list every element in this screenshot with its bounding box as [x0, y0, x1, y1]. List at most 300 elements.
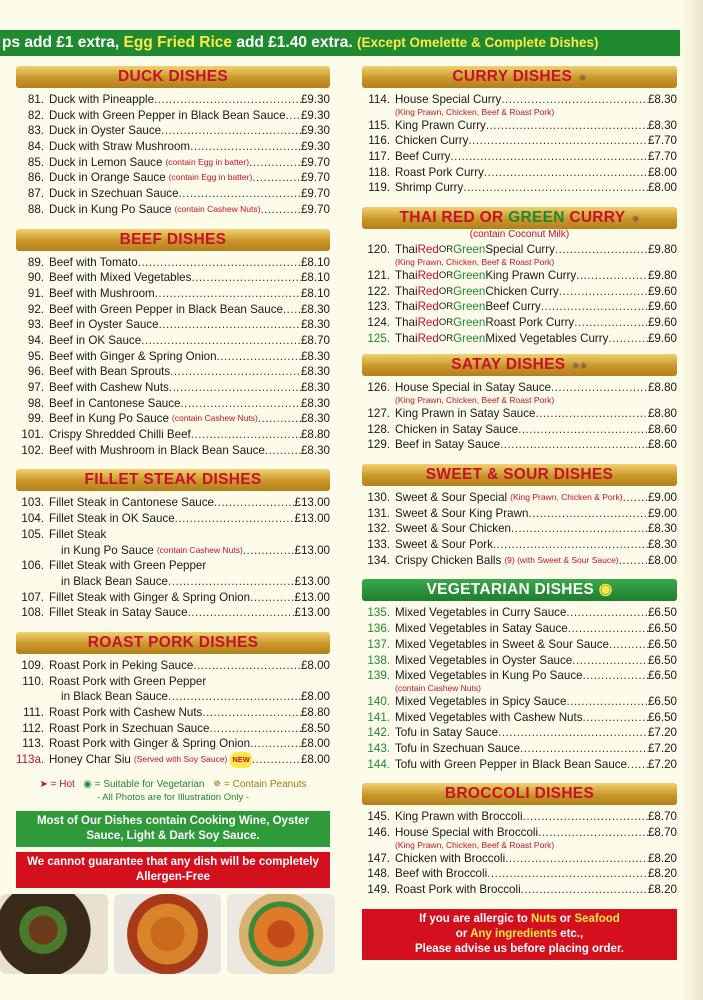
item-price: £8.00 [300, 658, 330, 672]
leader-dots [568, 621, 648, 637]
item-price: £9.60 [647, 315, 677, 329]
menu-item-row [16, 543, 330, 559]
item-name: Beef in Satay Sauce [395, 438, 501, 452]
menu-item-row [362, 506, 677, 522]
allergy-text-g: etc., [556, 927, 584, 940]
fillet-section [16, 469, 330, 621]
item-price: £9.80 [647, 243, 677, 257]
thai-green: Green [453, 284, 486, 298]
item-price: £13.00 [294, 606, 330, 620]
item-name: Roast Pork with Green Pepper [49, 674, 207, 688]
menu-item-row [362, 149, 677, 165]
allergy-advice [362, 909, 677, 960]
item-price: £8.60 [647, 438, 677, 452]
item-number: 109. [21, 658, 44, 672]
allergy-text-e: or [455, 927, 471, 940]
thai-green: Green [453, 300, 486, 314]
item-number: 143. [367, 741, 390, 755]
thai-subtitle: (contain Coconut Milk) [469, 229, 570, 241]
item-price: £8.30 [300, 349, 330, 363]
banner-text-1: ps add £1 extra, [2, 34, 124, 51]
leader-dots [619, 553, 648, 569]
item-name: House Special in Satay Sauce [395, 381, 551, 395]
item-number: 129. [367, 438, 390, 452]
leader-dots [168, 689, 301, 705]
menu-item-row [16, 605, 330, 621]
item-note: (9) (with Sweet & Sour Sauce) [504, 554, 619, 565]
item-name: Sweet & Sour Pork [395, 538, 493, 552]
food-photo-1 [0, 894, 108, 974]
leader-dots [523, 809, 648, 825]
leader-dots [161, 123, 301, 139]
item-price: £8.60 [647, 422, 677, 436]
leader-dots [484, 165, 648, 181]
menu-item-row [16, 255, 330, 271]
item-price: £9.00 [647, 506, 677, 520]
menu-item-row [362, 825, 677, 841]
thai-title-a: THAI RED OR [399, 209, 509, 227]
curry-header [362, 66, 677, 88]
item-number: 135. [367, 606, 390, 620]
thai-or: OR [438, 269, 454, 281]
new-badge: NEW [230, 752, 252, 768]
leader-dots [528, 506, 648, 522]
menu-item-row [362, 118, 677, 134]
item-number: 91. [27, 286, 44, 300]
satay-list [362, 380, 677, 453]
leader-dots [258, 411, 301, 427]
item-number: 149. [367, 883, 390, 897]
item-name: Sweet & Sour King Prawn [395, 506, 529, 520]
item-name: Chicken in Satay Sauce [395, 422, 519, 436]
menu-item-row [362, 380, 677, 396]
item-note: (contain Egg in batter) [165, 156, 250, 167]
item-price: £9.30 [300, 140, 330, 154]
item-name: Special Curry [485, 243, 555, 257]
leader-dots [252, 752, 301, 768]
item-price: £9.70 [300, 155, 330, 169]
item-price: £8.10 [300, 271, 330, 285]
leader-dots [486, 118, 648, 134]
item-price: £8.70 [647, 810, 677, 824]
leader-dots [450, 149, 648, 165]
thai-red: Red [417, 331, 439, 345]
menu-item-row [16, 674, 330, 690]
leader-dots [260, 202, 301, 218]
item-price: £8.00 [647, 181, 677, 195]
menu-item-row [362, 92, 677, 108]
menu-item-row [16, 349, 330, 365]
veg-list [362, 605, 677, 772]
menu-item-row [362, 133, 677, 149]
thai-red: Red [417, 268, 439, 282]
item-number: 119. [368, 181, 390, 195]
item-number: 85. [27, 155, 44, 169]
leader-dots [265, 443, 301, 459]
item-name: Duck in Kung Po Sauce [49, 202, 172, 216]
item-price: £8.00 [300, 690, 330, 704]
item-name: House Special with Broccoli [395, 826, 539, 839]
item-price: £9.60 [647, 284, 677, 298]
thai-prefix: Thai [395, 300, 418, 314]
item-price: £8.30 [647, 118, 677, 132]
leader-dots [155, 286, 301, 302]
item-number: 142. [367, 726, 390, 740]
allergy-advise: Please advise us before placing order. [414, 942, 624, 955]
menu-item-row [362, 422, 677, 438]
item-name: Beef with Broccoli [395, 867, 488, 881]
leader-dots [559, 284, 648, 300]
thai-green: Green [453, 268, 486, 282]
leader-dots [191, 427, 301, 443]
top-banner [0, 30, 680, 56]
item-name: Roast Pork with Cashew Nuts [49, 706, 203, 719]
satay-header [362, 354, 677, 376]
item-price: £8.70 [300, 333, 330, 347]
thai-or: OR [438, 332, 454, 344]
item-note: (contain Cashew Nuts) [174, 203, 261, 214]
menu-item-row [362, 882, 677, 898]
leader-dots [175, 511, 295, 527]
menu-item-row [362, 242, 677, 258]
leader-dots [574, 315, 648, 331]
leader-dots [623, 490, 648, 506]
menu-item-row [16, 286, 330, 302]
duck-list [16, 92, 330, 218]
item-price: £6.50 [647, 669, 677, 683]
item-name: Roast Pork in Szechuan Sauce [49, 721, 210, 735]
item-number: 140. [367, 694, 390, 708]
thai-prefix: Thai [395, 331, 418, 345]
item-number: 96. [27, 365, 44, 379]
item-name: Sweet & Sour Special [395, 491, 508, 504]
item-number: 101. [21, 428, 44, 442]
item-name: Roast Pork in Peking Sauce [49, 658, 194, 672]
leader-dots [583, 710, 648, 726]
item-number: 125. [367, 331, 390, 345]
veg-title: VEGETARIAN DISHES [426, 581, 595, 599]
item-name: Tofu in Szechuan Sauce [395, 741, 521, 755]
item-price: £8.80 [647, 406, 677, 420]
fillet-list [16, 495, 330, 621]
item-number: 137. [367, 637, 390, 651]
menu-item-row [16, 123, 330, 139]
item-name: Roast Pork with Ginger & Spring Onion [49, 737, 251, 751]
item-price: £9.30 [300, 108, 330, 122]
beef-list [16, 255, 330, 459]
item-name: Beef Curry [395, 150, 451, 164]
item-number: 92. [27, 302, 44, 316]
veg-header [362, 579, 677, 601]
pork-section [16, 632, 330, 768]
item-price: £8.30 [300, 396, 330, 410]
pork-header: ROAST PORK DISHES [16, 632, 330, 654]
menu-item-row [362, 605, 677, 621]
item-number: 87. [27, 187, 44, 201]
item-price: £8.30 [300, 318, 330, 332]
menu-item-row [362, 284, 677, 300]
item-name: Fillet Steak with Ginger & Spring Onion [49, 590, 251, 604]
allergy-any: Any ingredients [470, 927, 557, 940]
item-name: Fillet Steak in Satay Sauce [49, 606, 188, 620]
veg-section [362, 579, 677, 772]
item-number: 115. [368, 118, 390, 132]
broccoli-list [362, 809, 677, 897]
menu-item-row [362, 668, 677, 684]
thai-title-c: CURRY [564, 209, 626, 227]
item-number: 104. [21, 512, 44, 526]
item-note: (King Prawn, Chicken & Pork) [510, 492, 623, 502]
leader-dots [181, 396, 301, 412]
item-number: 148. [367, 867, 390, 881]
menu-item-row [362, 725, 677, 741]
menu-item-row [362, 165, 677, 181]
menu-item-row [362, 299, 677, 315]
leader-dots [501, 92, 648, 108]
item-name: Crispy Shredded Chilli Beef [49, 428, 191, 442]
item-name: Mixed Vegetables in Curry Sauce [395, 606, 567, 620]
food-photos [0, 894, 335, 974]
menu-item-row [16, 427, 330, 443]
item-number: 122. [367, 284, 390, 298]
item-name: King Prawn in Satay Sauce [395, 406, 536, 420]
item-price: £8.30 [300, 443, 330, 457]
leader-dots [536, 406, 648, 422]
item-number: 117. [368, 150, 390, 164]
item-subnote: (King Prawn, Chicken, Beef & Roast Pork) [395, 839, 555, 850]
item-price: £9.70 [300, 187, 330, 201]
right-column [362, 66, 677, 960]
sweet-list [362, 490, 677, 568]
menu-item-row [16, 92, 330, 108]
item-number: 118. [368, 165, 390, 179]
item-number: 111. [23, 706, 44, 719]
vegetarian-icon: ◉ [598, 581, 613, 599]
item-number: 146. [367, 826, 390, 839]
thai-prefix: Thai [395, 284, 418, 298]
thai-header [362, 207, 677, 229]
item-number: 108. [21, 606, 44, 620]
item-price: £13.00 [294, 543, 330, 557]
menu-item-row [362, 490, 677, 506]
menu-item-row [362, 180, 677, 196]
item-number: 120. [367, 243, 390, 257]
item-name: Beef Curry [485, 300, 541, 314]
item-number: 107. [21, 590, 44, 604]
item-number: 136. [367, 622, 390, 636]
item-number: 139. [367, 669, 390, 683]
item-price: £8.30 [300, 365, 330, 379]
peanut-icon: ✵ [212, 778, 222, 790]
leader-dots [243, 543, 295, 559]
leader-dots [566, 694, 648, 710]
item-name: Beef with Mixed Vegetables [49, 271, 192, 285]
peanut-icon: ✵✵ [572, 361, 588, 372]
item-name-line2: in Black Bean Sauce [61, 690, 168, 704]
menu-item-row [16, 155, 330, 171]
item-name: Beef with Tomato [49, 255, 138, 269]
item-name-line2: in Kung Po Sauce [61, 543, 154, 557]
thai-red: Red [417, 243, 439, 257]
item-number: 124. [367, 315, 390, 329]
menu-item-row [16, 411, 330, 427]
legend [16, 779, 330, 790]
leader-dots [468, 133, 648, 149]
item-price: £7.20 [647, 757, 677, 771]
leader-dots [551, 380, 648, 396]
item-number: 84. [27, 140, 44, 154]
item-price: £6.50 [647, 694, 677, 708]
allergy-text-a: If you are allergic to [419, 912, 531, 925]
menu-item-row [16, 752, 330, 768]
item-name: Roast Pork Curry [395, 165, 484, 179]
item-name: Beef in Kung Po Sauce [49, 412, 169, 426]
curry-section [362, 66, 677, 196]
item-price: £9.80 [647, 268, 677, 282]
menu-item-row [16, 736, 330, 752]
item-number: 131. [367, 506, 390, 520]
item-name: Chicken with Broccoli [395, 851, 506, 865]
menu-item-row [362, 653, 677, 669]
legend-nuts: = Contain Peanuts [223, 778, 307, 790]
thai-title-green: GREEN [508, 209, 565, 227]
leader-dots [518, 422, 648, 438]
item-note: (contain Cashew Nuts) [156, 544, 243, 555]
item-name: Mixed Vegetables with Cashew Nuts [395, 710, 583, 724]
menu-item-row [362, 437, 677, 453]
item-number: 133. [367, 538, 390, 552]
beef-header: BEEF DISHES [16, 229, 330, 251]
item-price: £9.60 [647, 300, 677, 314]
item-price: £8.80 [300, 428, 330, 442]
item-price: £6.50 [647, 653, 677, 667]
item-price: £7.20 [647, 741, 677, 755]
leader-dots [541, 299, 648, 315]
banner-text-3: add £1.40 extra. [232, 34, 357, 51]
item-number: 116. [368, 134, 390, 148]
menu-item-row [16, 705, 330, 721]
item-price: £7.20 [647, 726, 677, 740]
pork-list [16, 658, 330, 768]
item-price: £6.50 [647, 622, 677, 636]
item-number: 113a. [16, 753, 45, 767]
duck-header: DUCK DISHES [16, 66, 330, 88]
item-name: Beef in Cantonese Sauce [49, 396, 181, 410]
item-name: Sweet & Sour Chicken [395, 522, 511, 536]
leader-dots [576, 268, 648, 284]
item-price: £8.80 [300, 706, 330, 719]
menu-item-row [16, 527, 330, 543]
item-name: Beef with Bean Sprouts [49, 365, 171, 379]
thai-red: Red [417, 315, 439, 329]
menu-item-row [16, 202, 330, 218]
item-price: £9.00 [647, 491, 677, 504]
satay-section [362, 354, 677, 453]
leader-dots [538, 825, 648, 841]
leader-dots [283, 302, 301, 318]
leader-dots [214, 495, 295, 511]
leader-dots [217, 349, 301, 365]
thai-red: Red [417, 300, 439, 314]
banner-exception: (Except Omelette & Complete Dishes) [356, 35, 599, 50]
menu-item-row [16, 139, 330, 155]
menu-item-row [16, 333, 330, 349]
item-name: Tofu with Green Pepper in Black Bean Sauce [395, 757, 628, 771]
item-number: 97. [27, 381, 44, 394]
item-price: £8.30 [300, 302, 330, 316]
thai-prefix: Thai [395, 243, 418, 257]
menu-item-row [362, 268, 677, 284]
item-number: 132. [367, 522, 390, 536]
item-price: £8.00 [300, 753, 330, 767]
item-name: Mixed Vegetables in Sweet & Sour Sauce [395, 637, 609, 651]
item-name: Beef in Oyster Sauce [49, 318, 159, 332]
thai-green: Green [453, 315, 486, 329]
curry-title: CURRY DISHES [452, 68, 573, 85]
leader-dots [179, 186, 301, 202]
menu-item-row [16, 364, 330, 380]
item-price: £9.60 [647, 331, 677, 345]
item-name: Chicken Curry [485, 284, 559, 298]
menu-item-row [16, 170, 330, 186]
menu-item-row [16, 270, 330, 286]
item-number: 110. [22, 674, 44, 688]
leader-dots [209, 721, 301, 737]
leader-dots [202, 705, 301, 721]
allergy-text-c: or [556, 912, 575, 925]
item-name: Honey Char Siu [49, 753, 131, 767]
beef-section [16, 229, 330, 459]
item-price: £8.20 [647, 851, 677, 865]
item-price: £8.10 [300, 286, 330, 300]
item-name: Mixed Vegetables in Kung Po Sauce [395, 669, 583, 683]
leader-dots [487, 866, 648, 882]
menu-item-row [362, 866, 677, 882]
item-name: Mixed Vegetables in Satay Sauce [395, 622, 568, 636]
leader-dots [252, 170, 301, 186]
item-price: £8.20 [647, 867, 677, 881]
allergy-seafood: Seafood [574, 912, 620, 925]
item-number: 103. [21, 496, 44, 510]
thai-or: OR [438, 316, 454, 328]
item-number: 123. [367, 300, 390, 314]
satay-title: SATAY DISHES [451, 356, 566, 374]
menu-item-row [16, 396, 330, 412]
item-name: Duck in Lemon Sauce [49, 155, 163, 169]
thai-section [362, 207, 677, 346]
chili-icon: ➤ [39, 778, 48, 790]
page-edge-shadow [681, 0, 703, 1000]
item-price: £8.30 [647, 538, 677, 552]
thai-green: Green [453, 243, 486, 257]
item-name: Roast Pork with Broccoli [395, 883, 521, 897]
item-name: Crispy Chicken Balls [395, 553, 502, 567]
item-price: £8.30 [647, 522, 677, 536]
leader-dots [609, 637, 648, 653]
menu-item-row [16, 590, 330, 606]
menu-item-row [16, 574, 330, 590]
item-number: 134. [367, 553, 390, 567]
item-price: £9.70 [300, 202, 330, 216]
item-number: 99. [27, 412, 44, 426]
item-price: £8.10 [300, 255, 330, 269]
item-name: Duck in Oyster Sauce [49, 124, 162, 138]
leader-dots [500, 437, 648, 453]
item-price: £6.50 [647, 710, 677, 724]
item-price: £6.50 [647, 637, 677, 651]
item-price: £8.70 [647, 826, 677, 839]
leader-dots [572, 653, 648, 669]
